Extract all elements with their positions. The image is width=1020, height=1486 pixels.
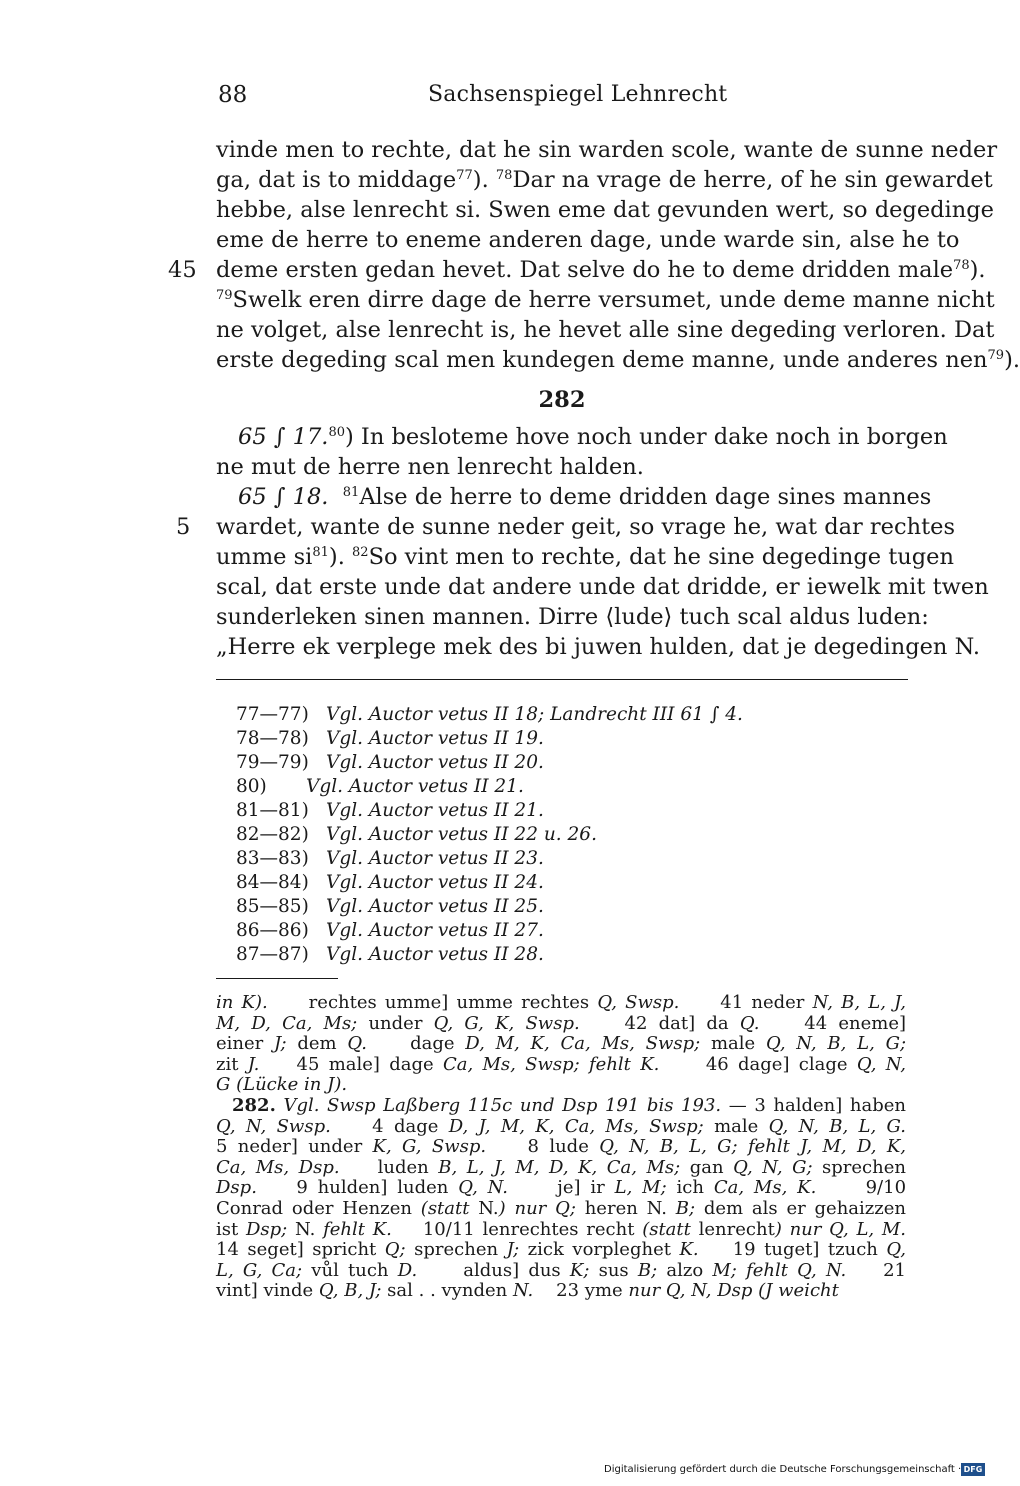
apparatus-line: 5 neder] under K, G, Swsp. 8 lude Q, N, B, L, G; fehlt J, M, D, K,: [216, 1136, 906, 1158]
apparatus-divider: [216, 978, 338, 979]
line-number: 45: [168, 257, 197, 283]
text-line: ne volget, alse lenrecht is, he hevet alle sine degeding verloren. Dat: [216, 317, 995, 343]
apparatus-line: Q, N, Swsp. 4 dage D, J, M, K, Ca, Ms, Swsp; male Q, N, B, L, G.: [216, 1115, 907, 1137]
apparatus-line: einer J; dem Q. dage D, M, K, Ca, Ms, Swsp; male Q, N, B, L, G;: [216, 1033, 907, 1055]
footnote-marker: 78: [495, 168, 513, 183]
footnote: 87—87) Vgl. Auctor vetus II 28.: [236, 944, 544, 965]
text-line: ga, dat is to middage$^{77}$). $^{78}$Dar na vrage de herre, of he sin gewardet: [216, 167, 993, 193]
text-line: erste degeding scal men kundegen deme manne, unde anderes nen$^{79}$).: [216, 347, 1020, 373]
apparatus-line: 14 seget] spricht Q; sprechen J; zick vorpleghet K. 19 tuget] tzuch Q,: [216, 1239, 906, 1261]
footnote: 84—84) Vgl. Auctor vetus II 24.: [236, 872, 544, 893]
footnote: 77—77) Vgl. Auctor vetus II 18; Landrecht III 61 ∫ 4.: [236, 704, 743, 725]
footnote-divider: [216, 679, 908, 680]
apparatus-line: zit J. 45 male] dage Ca, Ms, Swsp; fehlt K. 46 dage] clage Q, N,: [216, 1053, 907, 1075]
apparatus-line: in K). rechtes umme] umme rechtes Q, Swsp. 41 neder N, B, L, J,: [216, 992, 907, 1013]
footnote-marker: 82: [352, 545, 369, 560]
page-number: 88: [218, 82, 248, 108]
text-line: 65 ∫ 18. $^{81}$Alse de herre to deme dridden dage sines mannes: [238, 484, 932, 510]
apparatus-line: L, G, Ca; vůl tuch D. aldus] dus K; sus B; alzo M; fehlt Q, N. 21: [216, 1259, 906, 1281]
footnote: 82—82) Vgl. Auctor vetus II 22 u. 26.: [236, 824, 597, 845]
line-number: 5: [176, 514, 191, 540]
law-reference: 65 ∫ 17.: [238, 424, 329, 450]
apparatus-line: Ca, Ms, Dsp. luden B, L, J, M, D, K, Ca, Ms; gan Q, N, G; sprechen: [216, 1156, 906, 1178]
apparatus-line: vint] vinde Q, B, J; sal . . vynden N. 23 yme nur Q, N, Dsp (J weicht: [216, 1280, 839, 1302]
apparatus-line: M, D, Ca, Ms; under Q, G, K, Swsp. 42 dat] da Q. 44 eneme]: [216, 1012, 906, 1034]
text-line: hebbe, alse lenrecht si. Swen eme dat gevunden wert, so degedinge: [216, 197, 994, 223]
text-line: vinde men to rechte, dat he sin warden scole, wante de sunne neder: [216, 137, 998, 163]
text-line: deme ersten gedan hevet. Dat selve do he to deme dridden male$^{78}$).: [216, 257, 986, 283]
text-line: ne mut de herre nen lenrecht halden.: [216, 454, 644, 480]
text-line: sunderleken sinen mannen. Dirre ⟨lude⟩ tuch scal aldus luden:: [216, 604, 929, 630]
footnote: 80) Vgl. Auctor vetus II 21.: [236, 776, 524, 797]
footnote: 85—85) Vgl. Auctor vetus II 25.: [236, 896, 544, 917]
apparatus-line: G (Lücke in J).: [216, 1074, 348, 1096]
footnote-marker: 81: [312, 545, 329, 560]
running-head: Sachsenspiegel Lehnrecht: [428, 82, 728, 107]
footnote-marker: 78: [953, 258, 970, 273]
apparatus-line: Conrad oder Henzen (statt N.) nur Q; heren N. B; dem als er gehaizzen: [216, 1198, 907, 1219]
footnote: 86—86) Vgl. Auctor vetus II 27.: [236, 920, 544, 941]
digitization-credit: Digitalisierung gefördert durch die Deutsche Forschungsgemeinschaft ·: [604, 1464, 962, 1475]
text-line: eme de herre to eneme anderen dage, unde warde sin, alse he to: [216, 227, 960, 253]
apparatus-line: ist Dsp; N. fehlt K. 10/11 lenrechtes recht (statt lenrecht) nur Q, L, M.: [216, 1218, 907, 1240]
text-line: umme $si^{81}$). $^{82}$So vint men to rechte, dat he sine degedinge tugen: [216, 544, 954, 570]
footnote: 78—78) Vgl. Auctor vetus II 19.: [236, 728, 544, 749]
apparatus-line: Dsp. 9 hulden] luden Q, N. je] ir L, M; ich Ca, Ms, K. 9/10: [216, 1177, 907, 1199]
law-reference: 65 ∫ 18.: [238, 484, 329, 510]
text-line: scal, dat erste unde dat andere unde dat dridde, er iewelk mit twen: [216, 574, 989, 600]
text-line: „Herre ek verplege mek des bi juwen hulden, dat je degedingen N.: [216, 634, 980, 660]
footnote-marker: 81: [342, 485, 360, 500]
section-number: 282: [538, 387, 586, 413]
footnote: 81—81) Vgl. Auctor vetus II 21.: [236, 800, 544, 821]
footnote-marker: 79: [987, 348, 1005, 363]
footnote-marker: 77: [456, 168, 473, 183]
apparatus-line: 282. Vgl. Swsp Laßberg 115c und Dsp 191 bis 193. — 3 halden] haben: [232, 1095, 906, 1116]
footnote-marker: 80: [328, 425, 345, 440]
text-line: 65 ∫ 17.80) In besloteme hove noch under dake noch in borgen: [238, 424, 948, 450]
footnote: 79—79) Vgl. Auctor vetus II 20.: [236, 752, 544, 773]
text-line: $^{79}$Swelk eren dirre dage de herre versumet, unde deme manne nicht: [216, 287, 995, 313]
dfg-logo: DFG: [961, 1463, 985, 1476]
footnote-marker: 79: [216, 288, 233, 303]
text-line: wardet, wante de sunne neder geit, so vrage he, wat dar rechtes: [216, 514, 955, 540]
footnote: 83—83) Vgl. Auctor vetus II 23.: [236, 848, 544, 869]
